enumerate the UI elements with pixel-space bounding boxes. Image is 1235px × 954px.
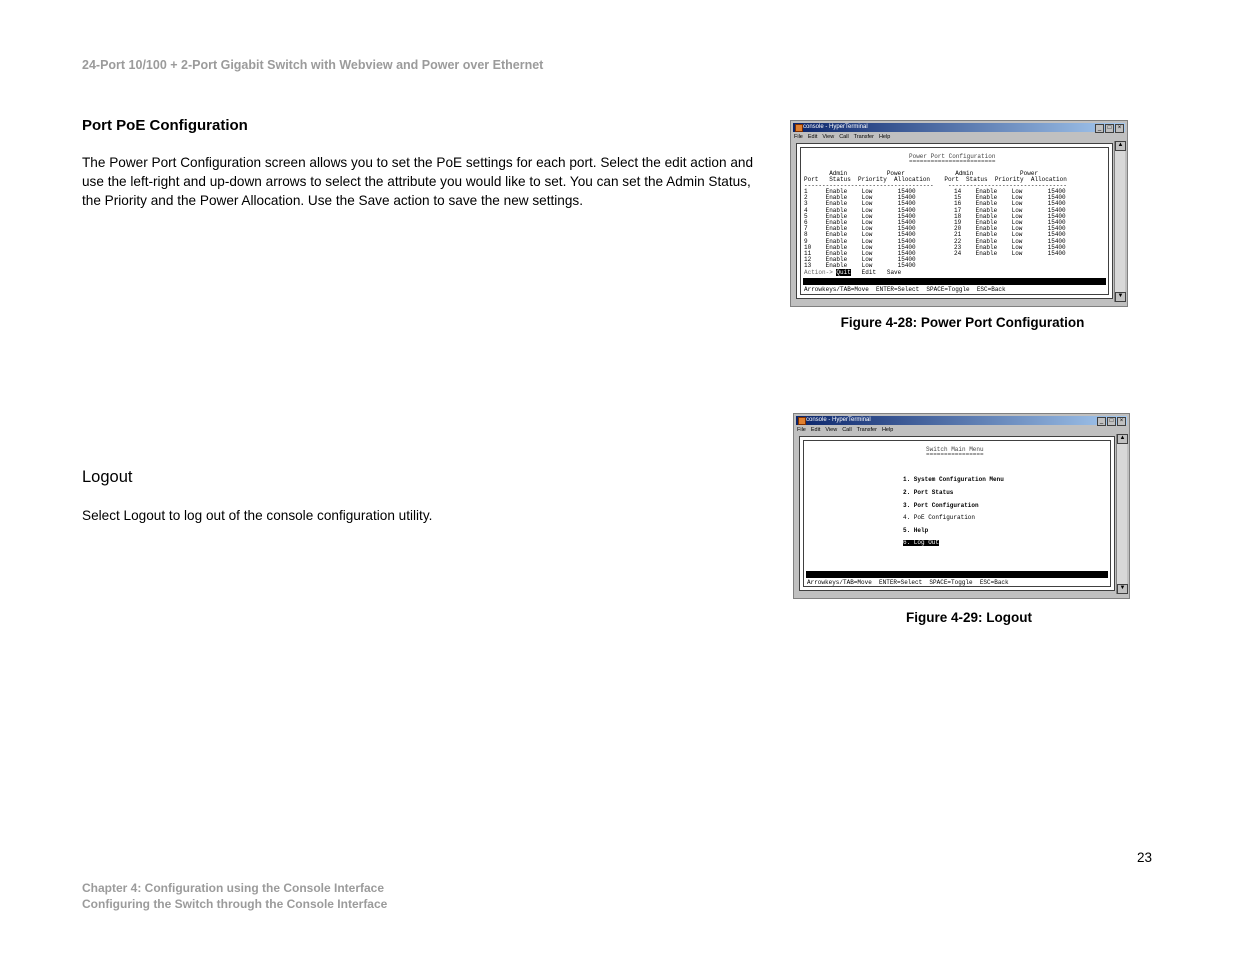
window-menubar <box>797 426 893 434</box>
figure-caption-4-28: Figure 4-28: Power Port Configuration <box>840 315 1085 330</box>
terminal-screen <box>799 436 1115 591</box>
scroll-up-icon[interactable]: ▲ <box>1117 434 1128 444</box>
maximize-icon[interactable]: □ <box>1105 124 1114 133</box>
menu-file[interactable]: File <box>797 427 806 433</box>
poe-table-right-row: 14 Enable Low 15400 <box>954 188 1066 195</box>
section-title-port-poe: Port PoE Configuration <box>82 117 248 134</box>
status-bar-hints: Arrowkeys/TAB=Move ENTER=Select SPACE=Toggle ESC=Back <box>807 579 1009 586</box>
poe-table-left-row: 6 Enable Low 15400 <box>804 219 916 227</box>
window-title: console - HyperTerminal <box>803 124 868 130</box>
poe-table-header-1: Admin Power Admin Power <box>804 170 1039 177</box>
status-bar-separator <box>803 278 1106 285</box>
poe-table-left-row: 10 Enable Low 15400 <box>804 243 916 251</box>
action-save[interactable]: Save <box>886 269 902 276</box>
window-title: console - HyperTerminal <box>806 417 871 423</box>
main-menu-item-1[interactable]: 1. System Configuration Menu <box>903 476 1004 483</box>
vertical-scrollbar[interactable] <box>1116 434 1127 594</box>
section-body-logout: Select Logout to log out of the console configuration utility. <box>82 508 433 523</box>
poe-table-left-row: 12 Enable Low 15400 <box>804 256 916 264</box>
poe-table-left-row: 4 Enable Low 15400 <box>804 206 916 214</box>
action-quit[interactable]: Quit <box>836 269 851 276</box>
poe-table-left-row: 11 Enable Low 15400 <box>804 250 916 258</box>
poe-table-right-row: 20 Enable Low 15400 <box>954 225 1066 233</box>
menu-transfer[interactable]: Transfer <box>856 427 877 433</box>
menu-call[interactable]: Call <box>842 427 852 433</box>
vertical-scrollbar[interactable] <box>1114 141 1125 302</box>
poe-table-right-row: 22 Enable Low 15400 <box>954 237 1066 245</box>
menu-transfer[interactable]: Transfer <box>853 134 874 140</box>
poe-table-right-row: 15 Enable Low 15400 <box>954 194 1066 202</box>
hyperterminal-icon <box>798 417 806 425</box>
running-header: 24-Port 10/100 + 2-Port Gigabit Switch with Webview and Power over Ethernet <box>82 58 544 72</box>
status-bar-separator <box>806 571 1108 578</box>
terminal-screen <box>796 143 1113 299</box>
main-menu-item-3[interactable]: 3. Port Configuration <box>903 502 979 509</box>
main-menu-item-2[interactable]: 2. Port Status <box>903 489 954 496</box>
terminal-screen-title: Switch Main Menu <box>926 446 984 453</box>
close-icon[interactable]: × <box>1117 417 1126 426</box>
window-titlebar <box>796 416 1127 425</box>
poe-table-right-row: 17 Enable Low 15400 <box>954 206 1066 214</box>
menu-help[interactable]: Help <box>878 134 891 140</box>
menu-file[interactable]: File <box>794 134 803 140</box>
window-menubar <box>794 133 890 141</box>
poe-table-left-row: 7 Enable Low 15400 <box>804 225 916 233</box>
close-icon[interactable]: × <box>1115 124 1124 133</box>
menu-view[interactable]: View <box>822 134 835 140</box>
main-menu-item-5[interactable]: 5. Help <box>903 527 929 534</box>
action-bar <box>804 270 901 276</box>
main-menu-item-4[interactable]: 4. PoE Configuration <box>903 514 976 521</box>
menu-call[interactable]: Call <box>839 134 849 140</box>
figure-power-port-config-screenshot <box>790 120 1128 307</box>
section-title-logout: Logout <box>82 468 133 486</box>
terminal-screen-title: Power Port Configuration <box>909 153 996 160</box>
action-edit[interactable]: Edit <box>861 269 877 276</box>
poe-table-right-row: 16 Enable Low 15400 <box>954 200 1066 208</box>
menu-help[interactable]: Help <box>881 427 894 433</box>
status-bar-hints: Arrowkeys/TAB=Move ENTER=Select SPACE=Toggle ESC=Back <box>804 286 1006 293</box>
footer-chapter: Chapter 4: Configuration using the Console Interface <box>82 881 385 895</box>
figure-caption-4-29: Figure 4-29: Logout <box>906 610 1032 625</box>
poe-table-right-row: 18 Enable Low 15400 <box>954 212 1066 220</box>
minimize-icon[interactable]: _ <box>1095 124 1104 133</box>
scroll-down-icon[interactable]: ▼ <box>1115 292 1126 302</box>
scroll-up-icon[interactable]: ▲ <box>1115 141 1126 151</box>
poe-table-rule: ------------------------------------ --------------------------------- <box>804 182 1067 189</box>
menu-edit[interactable]: Edit <box>810 427 821 433</box>
poe-table-right-row: 23 Enable Low 15400 <box>954 243 1066 251</box>
footer-section: Configuring the Switch through the Console Interface <box>82 897 388 911</box>
window-titlebar <box>793 123 1125 132</box>
scroll-down-icon[interactable]: ▼ <box>1117 584 1128 594</box>
hyperterminal-icon <box>795 124 803 132</box>
page-number: 23 <box>1137 850 1153 865</box>
maximize-icon[interactable]: □ <box>1107 417 1116 426</box>
poe-table-left-row: 1 Enable Low 15400 <box>804 188 916 195</box>
action-label: Action-> <box>804 269 833 276</box>
poe-table-right-row: 19 Enable Low 15400 <box>954 219 1066 227</box>
poe-table-header-2: Port Status Priority Allocation Port Status Priority Allocation <box>804 176 1067 183</box>
poe-rows-left <box>804 189 916 270</box>
poe-rows-right <box>954 189 1066 257</box>
terminal-screen-title-underline: ======================== <box>909 158 996 165</box>
poe-table-right-row: 21 Enable Low 15400 <box>954 231 1066 239</box>
figure-logout-screenshot <box>793 413 1130 599</box>
poe-table-right-row: 24 Enable Low 15400 <box>954 250 1066 258</box>
poe-table-left-row: 3 Enable Low 15400 <box>804 200 916 208</box>
section-body-port-poe: The Power Port Configuration screen allows you to set the PoE settings for each port. Select the edit action and use the left-right and up-down arrows to select the attribute you would like to set. You can set the Admin Status, the Priority and the Power Allocation. Use the Save action to save the new settings. <box>82 155 753 208</box>
menu-view[interactable]: View <box>825 427 838 433</box>
poe-table-left-row: 5 Enable Low 15400 <box>804 212 916 220</box>
poe-table-left-row: 13 Enable Low 15400 <box>804 262 916 270</box>
minimize-icon[interactable]: _ <box>1097 417 1106 426</box>
main-menu-item-logout-selected[interactable]: 6. Log Out <box>903 539 940 546</box>
menu-edit[interactable]: Edit <box>807 134 818 140</box>
poe-table-left-row: 2 Enable Low 15400 <box>804 194 916 202</box>
poe-table-left-row: 9 Enable Low 15400 <box>804 237 916 245</box>
poe-table-left-row: 8 Enable Low 15400 <box>804 231 916 239</box>
terminal-screen-title-underline: ================ <box>926 451 984 458</box>
